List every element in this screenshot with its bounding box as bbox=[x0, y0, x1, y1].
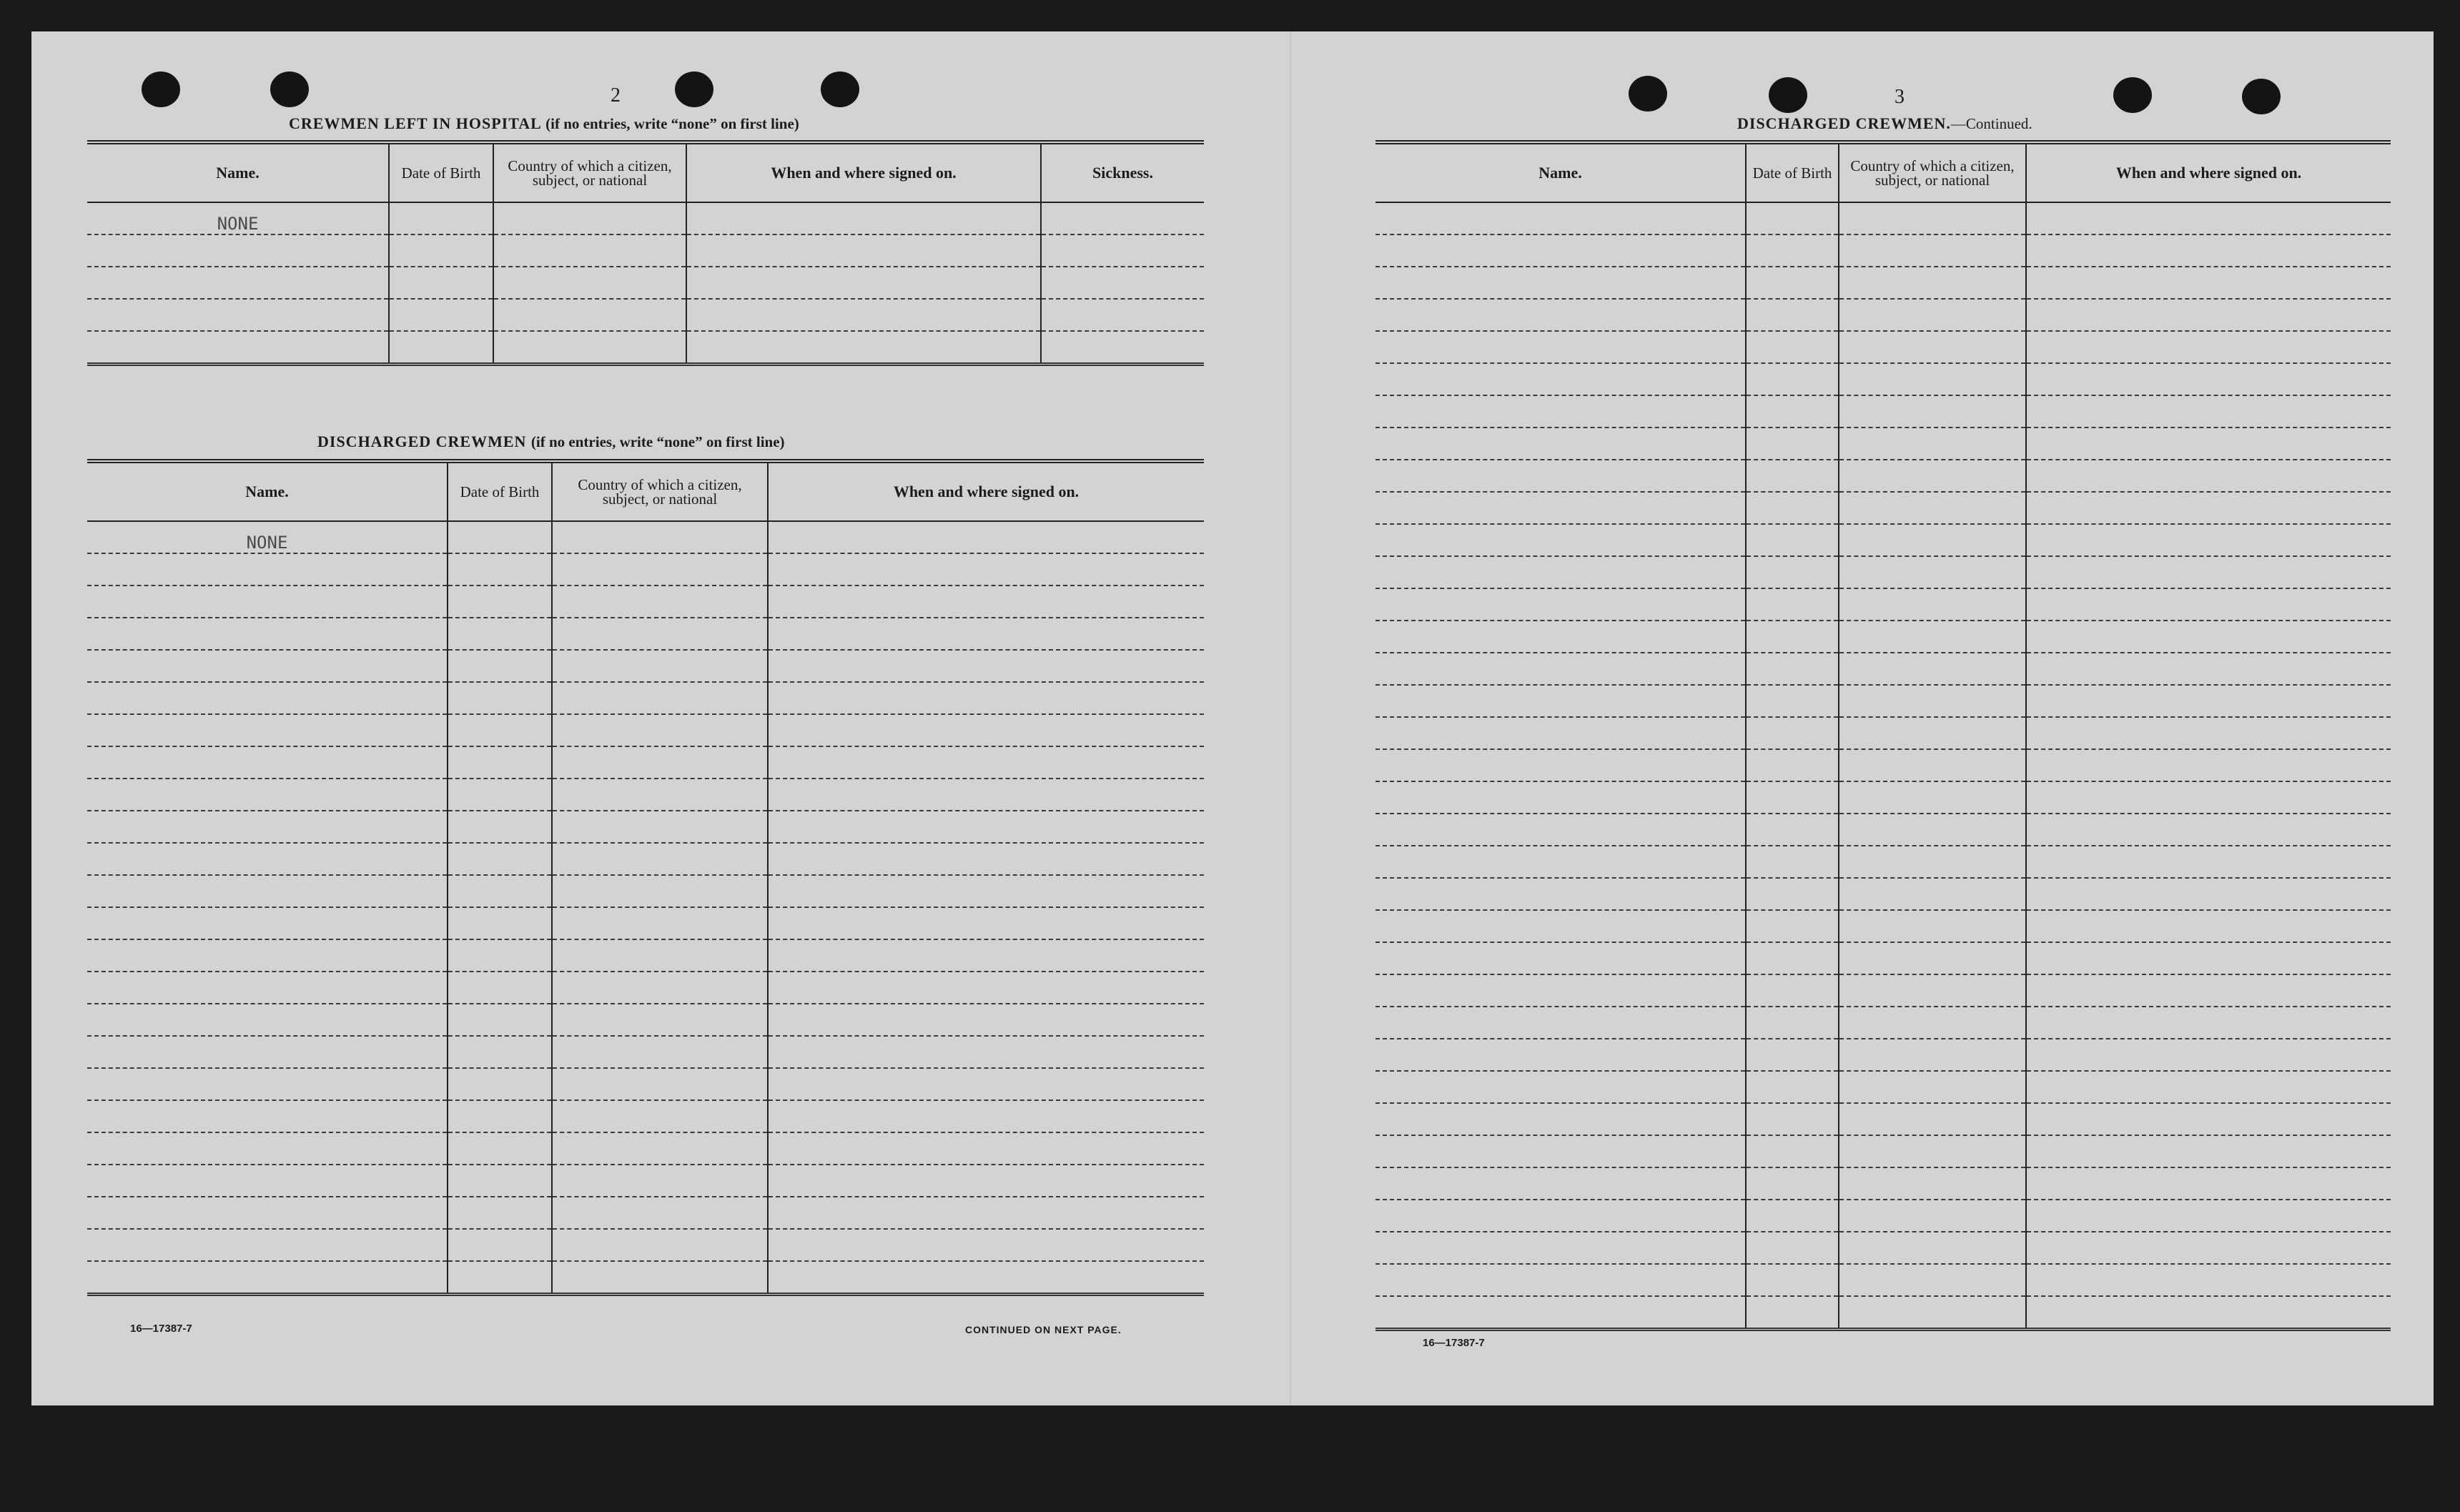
table-row bbox=[1375, 299, 2391, 331]
table-row bbox=[1375, 781, 2391, 814]
page-number: 3 bbox=[1895, 86, 1905, 108]
table-row bbox=[87, 907, 1204, 939]
table-row bbox=[1375, 1167, 2391, 1200]
table-row bbox=[87, 234, 1204, 267]
col-signed-on: When and where signed on. bbox=[686, 142, 1041, 202]
col-signed-on: When and where signed on. bbox=[2026, 142, 2391, 202]
col-date-of-birth: Date of Birth bbox=[448, 461, 552, 521]
table-row bbox=[87, 1197, 1204, 1229]
col-name: Name. bbox=[87, 142, 389, 202]
table-row bbox=[1375, 910, 2391, 942]
right-section-title bbox=[1737, 114, 2032, 133]
col-name: Name. bbox=[87, 461, 448, 521]
table-row bbox=[1375, 363, 2391, 395]
hospital-section-title bbox=[289, 114, 799, 133]
table-row bbox=[87, 267, 1204, 299]
table-row bbox=[1375, 524, 2391, 556]
table-row bbox=[1375, 331, 2391, 363]
table-row bbox=[87, 1261, 1204, 1295]
table-row bbox=[87, 521, 1204, 553]
col-country: Country of which a citizen, subject, or national bbox=[493, 142, 686, 202]
table-row bbox=[87, 811, 1204, 843]
table-row bbox=[1375, 556, 2391, 588]
discharged-section-title bbox=[317, 433, 785, 451]
continued-note: CONTINUED ON NEXT PAGE. bbox=[965, 1324, 1122, 1335]
table-row bbox=[1375, 749, 2391, 781]
table-row bbox=[1375, 814, 2391, 846]
col-date-of-birth: Date of Birth bbox=[389, 142, 493, 202]
table-row bbox=[1375, 1135, 2391, 1167]
table-row bbox=[1375, 202, 2391, 234]
table-row bbox=[1375, 1232, 2391, 1264]
hospital-subtitle: (if no entries, write “none” on first line) bbox=[545, 115, 799, 132]
table-row bbox=[1375, 621, 2391, 653]
table-row bbox=[87, 746, 1204, 779]
table-row bbox=[87, 1132, 1204, 1165]
right-page bbox=[1290, 31, 2434, 1405]
table-row bbox=[87, 1068, 1204, 1100]
table-row bbox=[87, 650, 1204, 682]
table-row bbox=[1375, 846, 2391, 878]
form-number: 16—17387-7 bbox=[130, 1323, 192, 1335]
table-row bbox=[87, 779, 1204, 811]
table-row bbox=[1375, 588, 2391, 621]
table-row bbox=[1375, 878, 2391, 910]
right-title: DISCHARGED CREWMEN. bbox=[1737, 114, 1951, 132]
table-row bbox=[87, 1036, 1204, 1068]
table-row bbox=[1375, 1296, 2391, 1330]
table-row bbox=[1375, 685, 2391, 717]
left-page bbox=[31, 31, 1290, 1405]
table-row bbox=[87, 843, 1204, 875]
table-row bbox=[1375, 1264, 2391, 1296]
discharged-continued-table bbox=[1375, 140, 2391, 1331]
col-signed-on: When and where signed on. bbox=[768, 461, 1204, 521]
table-row bbox=[1375, 942, 2391, 974]
table-row bbox=[1375, 460, 2391, 492]
table-row bbox=[87, 618, 1204, 650]
table-row bbox=[1375, 1039, 2391, 1071]
table-row bbox=[87, 585, 1204, 618]
table-row bbox=[87, 331, 1204, 365]
table-row bbox=[87, 714, 1204, 746]
table-row bbox=[1375, 267, 2391, 299]
discharged-entry-name: NONE bbox=[87, 521, 448, 553]
table-row bbox=[1375, 428, 2391, 460]
page-number: 2 bbox=[611, 84, 621, 107]
table-row bbox=[87, 1229, 1204, 1261]
table-row bbox=[87, 972, 1204, 1004]
table-row bbox=[87, 939, 1204, 972]
discharged-table bbox=[87, 459, 1204, 1296]
discharged-title: DISCHARGED CREWMEN bbox=[317, 433, 527, 450]
hospital-entry-name: NONE bbox=[87, 202, 389, 234]
table-row bbox=[87, 553, 1204, 585]
table-row bbox=[1375, 1200, 2391, 1232]
table-row bbox=[1375, 974, 2391, 1007]
discharged-subtitle: (if no entries, write “none” on first line) bbox=[530, 433, 785, 450]
col-name: Name. bbox=[1375, 142, 1746, 202]
table-row bbox=[1375, 717, 2391, 749]
hospital-table bbox=[87, 140, 1204, 366]
table-row bbox=[87, 299, 1204, 331]
table-row bbox=[1375, 395, 2391, 428]
col-country: Country of which a citizen, subject, or national bbox=[552, 461, 768, 521]
hospital-title: CREWMEN LEFT IN HOSPITAL bbox=[289, 114, 541, 132]
form-number: 16—17387-7 bbox=[1423, 1337, 1485, 1349]
col-sickness: Sickness. bbox=[1041, 142, 1204, 202]
document-sheet bbox=[31, 31, 2434, 1405]
table-row bbox=[1375, 234, 2391, 267]
table-row bbox=[1375, 653, 2391, 685]
table-row bbox=[1375, 1071, 2391, 1103]
table-row bbox=[1375, 1103, 2391, 1135]
col-date-of-birth: Date of Birth bbox=[1746, 142, 1839, 202]
right-title-suffix: —Continued. bbox=[1950, 115, 2032, 132]
table-row bbox=[87, 1004, 1204, 1036]
table-row bbox=[87, 1165, 1204, 1197]
table-row bbox=[87, 875, 1204, 907]
table-row bbox=[87, 202, 1204, 234]
table-row bbox=[87, 1100, 1204, 1132]
table-row bbox=[87, 682, 1204, 714]
table-row bbox=[1375, 492, 2391, 524]
col-country: Country of which a citizen, subject, or national bbox=[1839, 142, 2026, 202]
table-row bbox=[1375, 1007, 2391, 1039]
